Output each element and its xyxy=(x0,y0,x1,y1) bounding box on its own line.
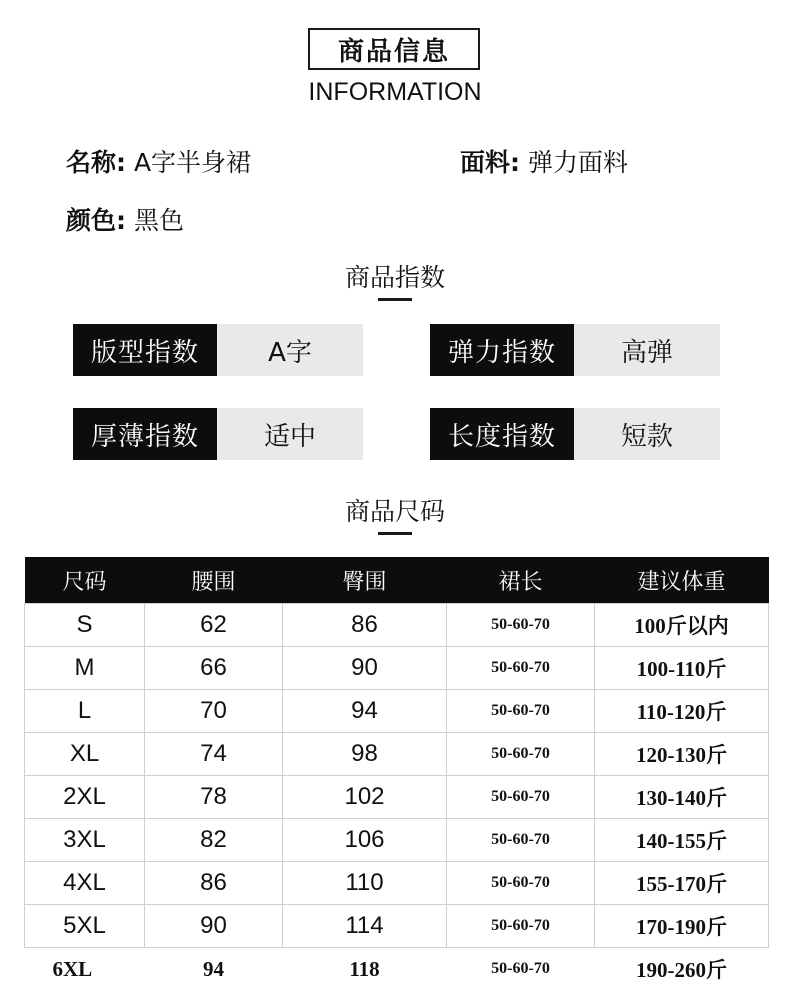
table-row xyxy=(25,862,769,905)
info-name-value: A字半身裙 xyxy=(133,148,252,177)
cell-length: 50-60-70 xyxy=(447,733,595,776)
cell-hip: 110 xyxy=(283,862,447,905)
cell-size: 6XL xyxy=(52,956,93,981)
info-color-value: 黑色 xyxy=(133,206,184,235)
header-weight: 建议体重 xyxy=(595,557,769,604)
index-label: 弹力指数 xyxy=(430,324,574,376)
index-label: 厚薄指数 xyxy=(73,408,217,460)
cell-hip: 94 xyxy=(283,690,447,733)
page-subtitle: INFORMATION xyxy=(308,78,482,106)
cell-weight: 155-170斤 xyxy=(595,862,769,905)
table-row xyxy=(25,733,769,776)
header-skirt-length: 裙长 xyxy=(447,557,595,604)
index-value: 适中 xyxy=(217,408,363,460)
table-row xyxy=(25,905,769,948)
cell-size: S xyxy=(25,604,145,647)
cell-hip: 98 xyxy=(283,733,447,776)
index-section-title: 商品指数 xyxy=(344,263,445,292)
info-fabric-key: 面料: xyxy=(460,148,520,177)
index-label: 长度指数 xyxy=(430,408,574,460)
cell-hip: 102 xyxy=(283,776,447,819)
cell-weight: 190-260斤 xyxy=(636,958,727,982)
index-value: 短款 xyxy=(574,408,720,460)
size-table xyxy=(24,557,769,990)
cell-length: 50-60-70 xyxy=(447,647,595,690)
info-name-key: 名称: xyxy=(66,148,126,177)
cell-length: 50-60-70 xyxy=(447,819,595,862)
size-section-title: 商品尺码 xyxy=(344,497,445,526)
cell-weight: 110-120斤 xyxy=(595,690,769,733)
table-row xyxy=(25,948,769,991)
cell-hip: 114 xyxy=(283,905,447,948)
info-name xyxy=(66,143,251,179)
cell-waist: 62 xyxy=(145,604,283,647)
cell-waist: 78 xyxy=(145,776,283,819)
cell-weight: 100斤以内 xyxy=(595,604,769,647)
cell-length: 50-60-70 xyxy=(447,862,595,905)
index-item-thickness xyxy=(73,408,363,460)
heading-underline xyxy=(378,532,412,535)
cell-weight: 130-140斤 xyxy=(595,776,769,819)
cell-weight: 140-155斤 xyxy=(595,819,769,862)
cell-size: 3XL xyxy=(25,819,145,862)
cell-waist: 74 xyxy=(145,733,283,776)
cell-waist: 90 xyxy=(145,905,283,948)
index-value: A字 xyxy=(217,324,363,376)
header-waist: 腰围 xyxy=(145,557,283,604)
table-row xyxy=(25,776,769,819)
table-row xyxy=(25,647,769,690)
table-row xyxy=(25,604,769,647)
index-value: 高弹 xyxy=(574,324,720,376)
index-item-length xyxy=(430,408,720,460)
cell-length: 50-60-70 xyxy=(447,604,595,647)
index-item-elasticity xyxy=(430,324,720,376)
cell-length: 50-60-70 xyxy=(447,905,595,948)
cell-hip: 86 xyxy=(283,604,447,647)
table-row xyxy=(25,819,769,862)
cell-length: 50-60-70 xyxy=(447,690,595,733)
cell-size: L xyxy=(25,690,145,733)
heading-underline xyxy=(378,298,412,301)
cell-size: 4XL xyxy=(25,862,145,905)
page-title: 商品信息 xyxy=(308,28,480,70)
cell-hip: 106 xyxy=(283,819,447,862)
size-section-heading xyxy=(0,492,790,535)
table-row xyxy=(25,690,769,733)
size-table-header xyxy=(25,557,769,604)
cell-size: XL xyxy=(25,733,145,776)
cell-size: 2XL xyxy=(25,776,145,819)
cell-hip: 118 xyxy=(349,956,380,981)
cell-size: 5XL xyxy=(25,905,145,948)
index-item-fit xyxy=(73,324,363,376)
cell-length: 50-60-70 xyxy=(491,960,550,977)
header-hip: 臀围 xyxy=(283,557,447,604)
info-color xyxy=(66,201,184,237)
cell-waist: 82 xyxy=(145,819,283,862)
index-label: 版型指数 xyxy=(73,324,217,376)
info-color-key: 颜色: xyxy=(66,206,126,235)
index-section-heading xyxy=(0,258,790,301)
cell-hip: 90 xyxy=(283,647,447,690)
cell-waist: 94 xyxy=(203,956,224,981)
info-fabric xyxy=(460,143,628,179)
cell-weight: 170-190斤 xyxy=(595,905,769,948)
cell-waist: 66 xyxy=(145,647,283,690)
cell-length: 50-60-70 xyxy=(447,776,595,819)
info-fabric-value: 弹力面料 xyxy=(527,148,628,177)
header-size: 尺码 xyxy=(25,557,145,604)
cell-weight: 120-130斤 xyxy=(595,733,769,776)
cell-waist: 70 xyxy=(145,690,283,733)
cell-weight: 100-110斤 xyxy=(595,647,769,690)
cell-waist: 86 xyxy=(145,862,283,905)
cell-size: M xyxy=(25,647,145,690)
